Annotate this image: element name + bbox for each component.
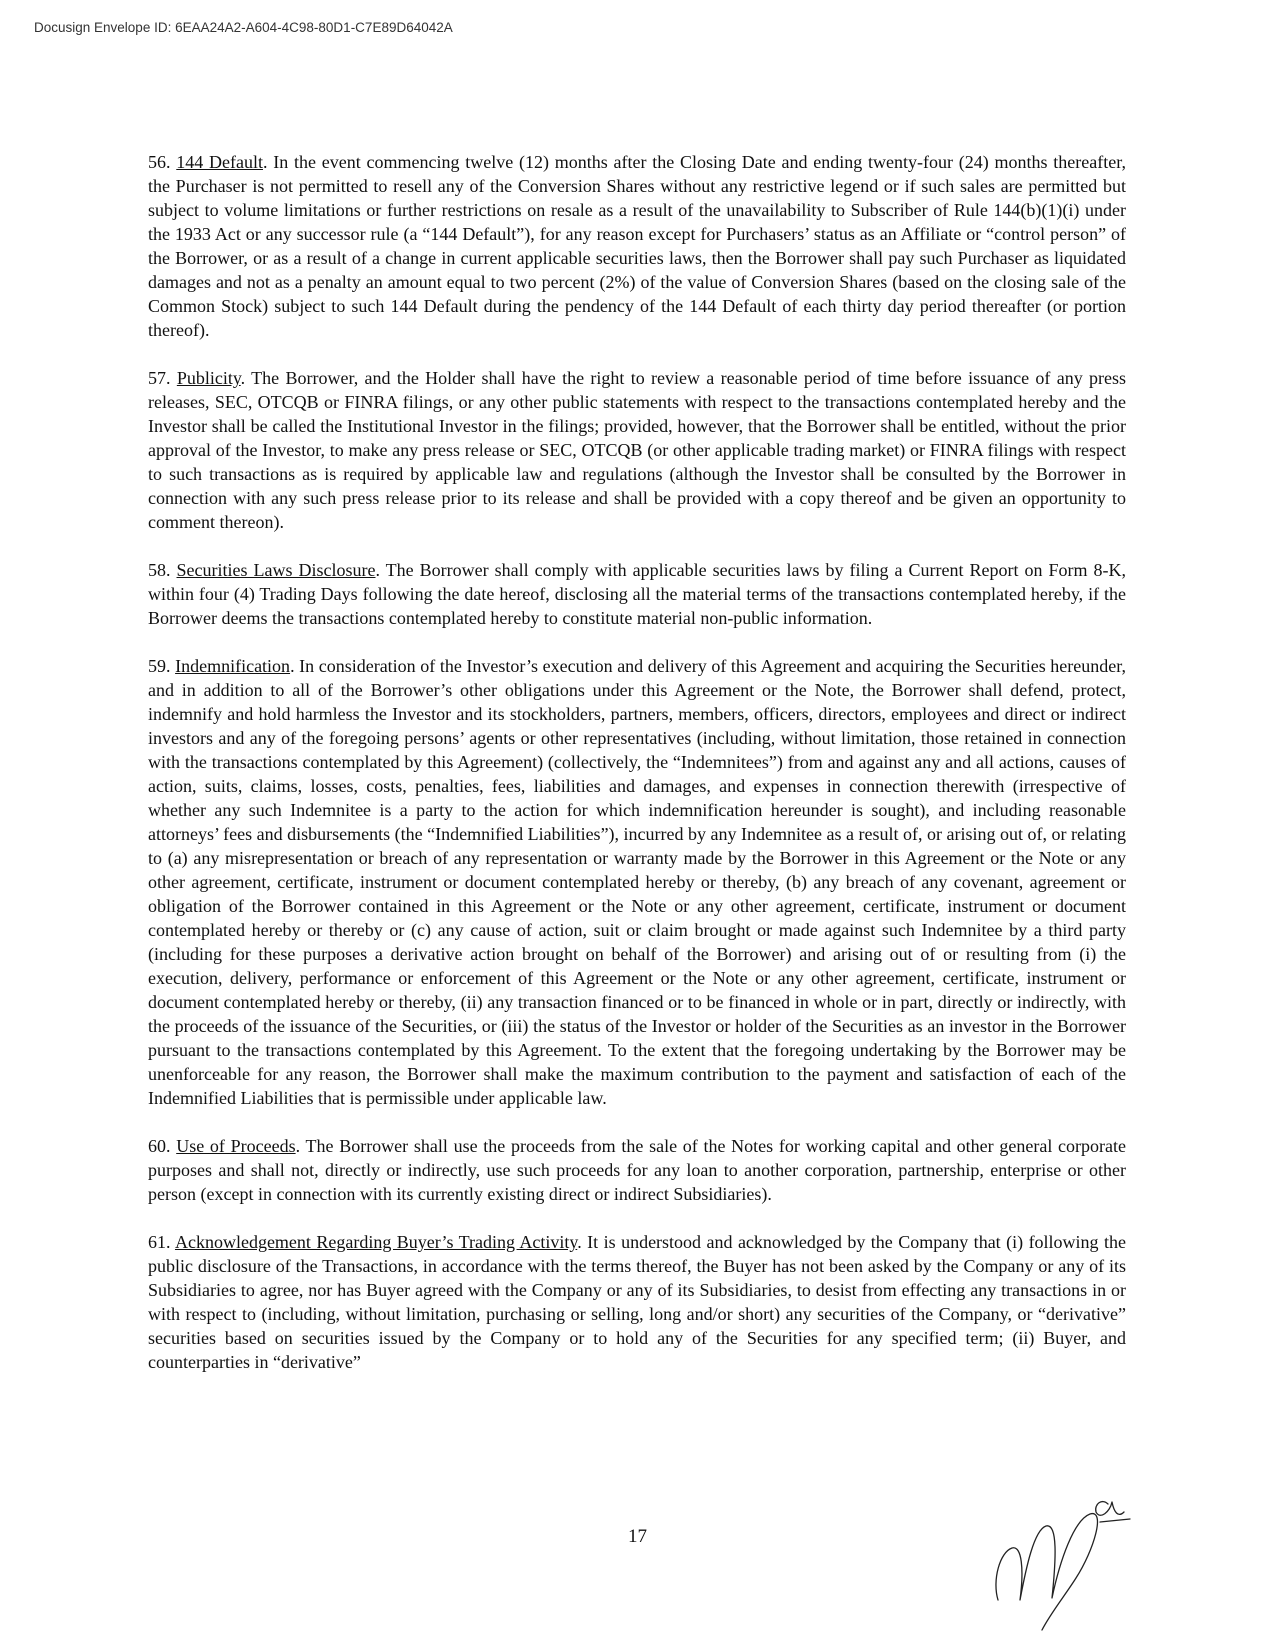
section-number: 56.	[148, 152, 171, 172]
envelope-id: Docusign Envelope ID: 6EAA24A2-A604-4C98-80D1-C7E89D64042A	[34, 20, 453, 35]
section-text: . In consideration of the Investor’s execution and delivery of this Agreement and acquiring the Securities hereunder, and in addition to all of the Borrower’s other obligations under this Agreement or the Note, the Borrower shall defend, protect, indemnify and hold harmless the Investor and its stockholders, partners, members, officers, directors, employees and direct or indirect investors and any of the foregoing persons’ agents or other representatives (including, without limitation, those retained in connection with the transactions contemplated by this Agreement) (collectively, the “Indemnitees”) from and against any and all actions, causes of action, suits, claims, losses, costs, penalties, fees, liabilities and damages, and expenses in connection therewith (irrespective of whether any such Indemnitee is a party to the action for which indemnification hereunder is sought), and including reasonable attorneys’ fees and disbursements (the “Indemnified Liabilities”), incurred by any Indemnitee as a result of, or arising out of, or relating to (a) any misrepresentation or breach of any representation or warranty made by the Borrower in this Agreement or the Note or any other agreement, certificate, instrument or document contemplated hereby or thereby, (b) any breach of any covenant, agreement or obligation of the Borrower contained in this Agreement or the Note or any other agreement, certificate, instrument or document contemplated hereby or thereby or (c) any cause of action, suit or claim brought or made against such Indemnitee by a third party (including for these purposes a derivative action brought on behalf of the Borrower) and arising out of or resulting from (i) the execution, delivery, performance or enforcement of this Agreement or the Note or any other agreement, certificate, instrument or document contemplated hereby or thereby, (ii) any transaction financed or to be financed in whole or in part, directly or indirectly, with the proceeds of the issuance of the Securities, or (iii) the status of the Investor or holder of the Securities as an investor in the Borrower pursuant to the transactions contemplated by this Agreement. To the extent that the foregoing undertaking by the Borrower may be unenforceable for any reason, the Borrower shall make the maximum contribution to the payment and satisfaction of each of the Indemnified Liabilities that is permissible under applicable law.	[148, 656, 1127, 1108]
page-number: 17	[628, 1526, 647, 1547]
section-60	[148, 1134, 1126, 1206]
section-58	[148, 558, 1126, 630]
section-title: Use of Proceeds	[176, 1136, 296, 1156]
section-title: Acknowledgement Regarding Buyer’s Trading Activity	[174, 1232, 578, 1252]
section-56	[148, 150, 1126, 342]
section-text: . In the event commencing twelve (12) months after the Closing Date and ending twenty-four (24) months thereafter, the Purchaser is not permitted to resell any of the Conversion Shares without any restrictive legend or if such sales are permitted but subject to volume limitations or further restrictions on resale as a result of the unavailability to Subscriber of Rule 144(b)(1)(i) under the 1933 Act or any successor rule (a “144 Default”), for any reason except for Purchasers’ status as an Affiliate or “control person” of the Borrower, or as a result of a change in current applicable securities laws, then the Borrower shall pay such Purchaser as liquidated damages and not as a penalty an amount equal to two percent (2%) of the value of Conversion Shares (based on the closing sale of the Common Stock) subject to such 144 Default during the pendency of the 144 Default of each thirty day period thereafter (or portion thereof).	[148, 152, 1127, 340]
section-number: 58.	[148, 560, 171, 580]
section-number: 59.	[148, 656, 171, 676]
section-number: 61.	[148, 1232, 171, 1252]
section-text: . It is understood and acknowledged by the Company that (i) following the public disclosure of the Transactions, in accordance with the terms thereof, the Buyer has not been asked by the Company or any of its Subsidiaries to agree, nor has Buyer agreed with the Company or any of its Subsidiaries, to desist from effecting any transactions in or with respect to (including, without limitation, purchasing or selling, long and/or short) any securities of the Company, or “derivative” securities based on securities issued by the Company or to hold any of the Securities for any specified term; (ii) Buyer, and counterparties in “derivative”	[148, 1232, 1127, 1372]
section-text: . The Borrower shall comply with applicable securities laws by filing a Current Report on Form 8-K, within four (4) Trading Days following the date hereof, disclosing all the material terms of the transactions contemplated hereby, if the Borrower deems the transactions contemplated hereby to constitute material non-public information.	[148, 560, 1127, 628]
section-text: . The Borrower shall use the proceeds from the sale of the Notes for working capital and other general corporate purposes and shall not, directly or indirectly, use such proceeds for any loan to another corporation, partnership, enterprise or other person (except in connection with its currently existing direct or indirect Subsidiaries).	[148, 1136, 1127, 1204]
handwritten-initials-icon	[990, 1490, 1180, 1640]
section-number: 57.	[148, 368, 171, 388]
section-number: 60.	[148, 1136, 171, 1156]
section-text: . The Borrower, and the Holder shall have the right to review a reasonable period of time before issuance of any press releases, SEC, OTCQB or FINRA filings, or any other public statements with respect to the transactions contemplated hereby and the Investor shall be called the Institutional Investor in the filings; provided, however, that the Borrower shall be entitled, without the prior approval of the Investor, to make any press release or SEC, OTCQB (or other applicable trading market) or FINRA filings with respect to such transactions as is required by applicable law and regulations (although the Investor shall be consulted by the Borrower in connection with any such press release prior to its release and shall be provided with a copy thereof and be given an opportunity to comment thereon).	[148, 368, 1127, 532]
section-59	[148, 654, 1126, 1110]
section-title: Publicity	[176, 368, 241, 388]
section-61	[148, 1230, 1126, 1374]
section-title: Indemnification	[175, 656, 291, 676]
document-body	[148, 150, 1126, 1398]
section-57	[148, 366, 1126, 534]
section-title: 144 Default	[176, 152, 264, 172]
section-title: Securities Laws Disclosure	[176, 560, 376, 580]
